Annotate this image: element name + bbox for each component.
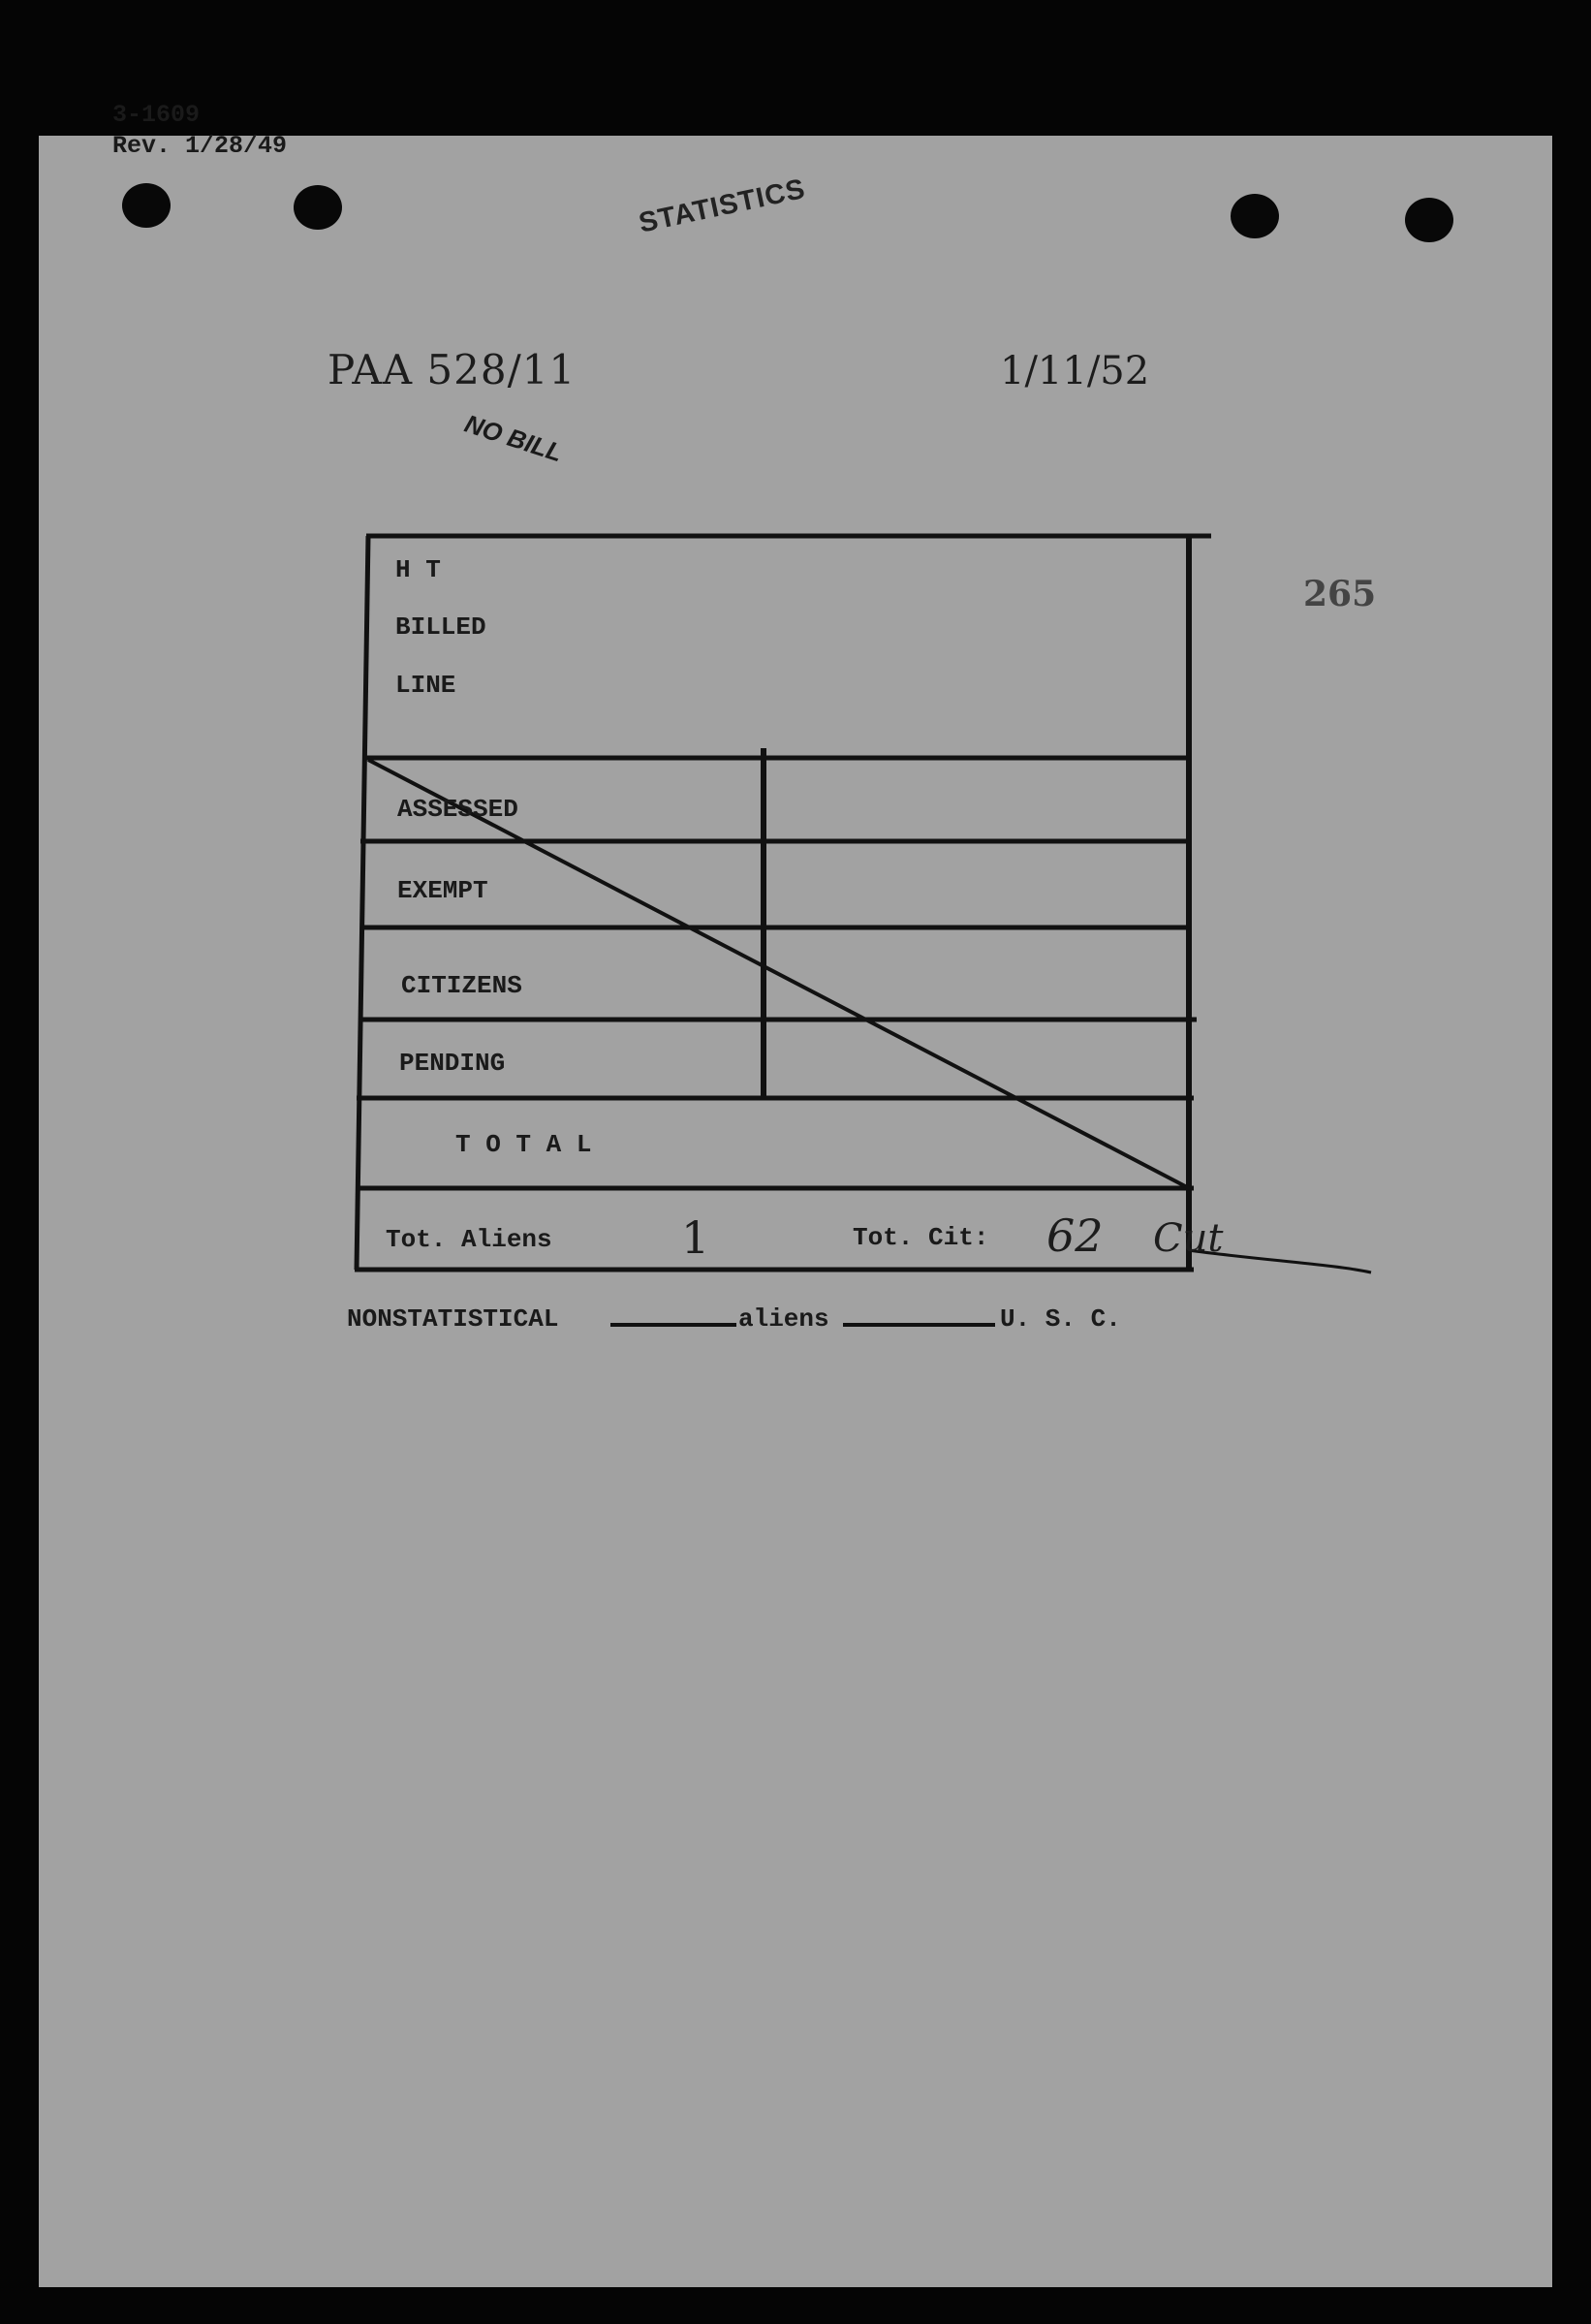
row-label-ht: H T	[395, 555, 441, 584]
total-citizens-value: 62	[1046, 1209, 1104, 1262]
row-label-pending: PENDING	[399, 1049, 506, 1078]
initials-signature: Cut	[1153, 1216, 1224, 1261]
reference-handwritten: PAA 528/11	[328, 346, 577, 393]
nonstatistical-aliens-label: aliens	[738, 1304, 829, 1334]
row-label-line: LINE	[395, 671, 456, 700]
date-handwritten: 1/11/52	[1000, 349, 1150, 393]
row-label-billed: BILLED	[395, 612, 486, 642]
row-label-citizens: CITIZENS	[401, 971, 522, 1000]
form-revision: Rev. 1/28/49	[112, 132, 288, 160]
nonstatistical-label: NONSTATISTICAL	[347, 1304, 559, 1334]
row-label-exempt: EXEMPT	[397, 876, 488, 905]
total-citizens-label: Tot. Cit:	[853, 1223, 989, 1252]
box-left-line	[357, 536, 368, 1270]
total-aliens-label: Tot. Aliens	[386, 1225, 552, 1254]
row-label-assessed: ASSESSED	[397, 795, 518, 824]
page-number: 265	[1303, 574, 1377, 614]
total-label: T O T A L	[455, 1130, 592, 1159]
form-number: 3-1609	[112, 101, 201, 129]
nonstatistical-usc-label: U. S. C.	[1000, 1304, 1121, 1334]
no-bill-stamp: NO BILL	[461, 408, 567, 468]
total-aliens-value: 1	[681, 1211, 710, 1264]
statistics-stamp: STATISTICS	[636, 173, 809, 239]
